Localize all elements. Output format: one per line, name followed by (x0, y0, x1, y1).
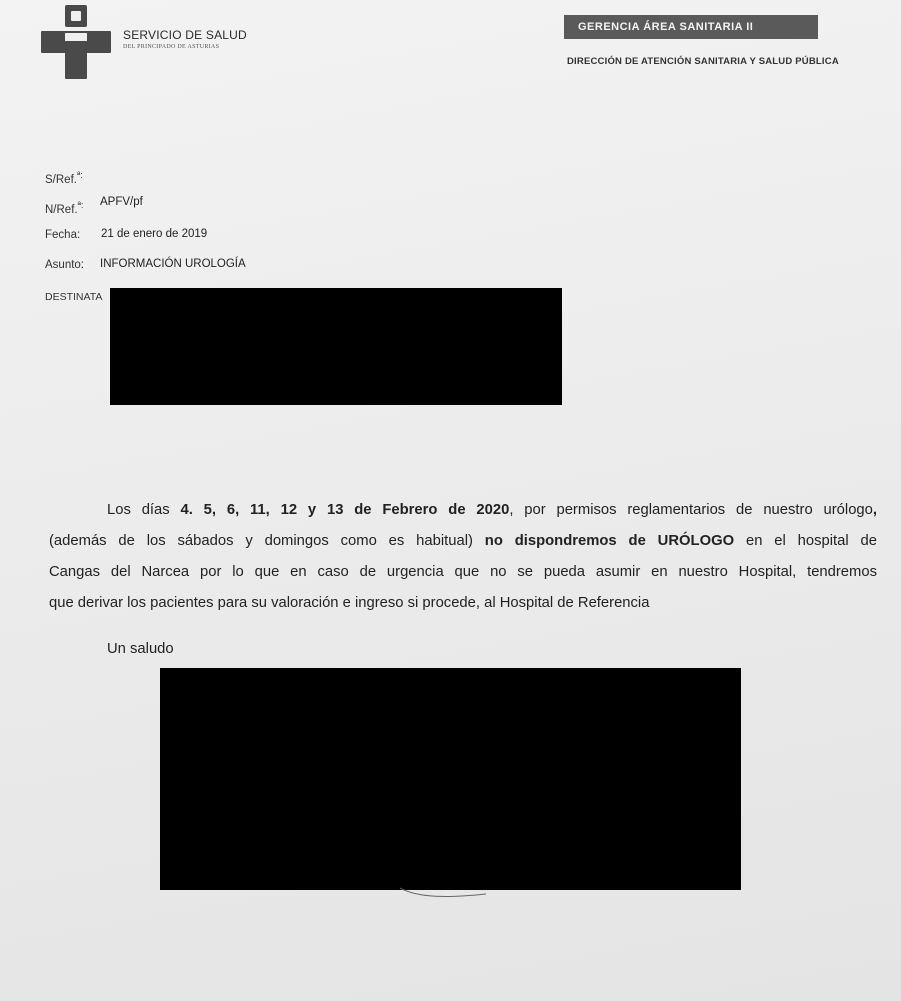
fecha-label: Fecha: (45, 229, 81, 241)
asunto-label: Asunto: (45, 259, 84, 271)
body-line-3: Cangas del Narcea por lo que en caso de urgencia que no se pueda asumir en nuestro Hospital, tendremos (49, 564, 877, 580)
n-ref-value: APFV/pf (100, 196, 143, 208)
signature-stroke (398, 880, 488, 902)
sign-off: Un saludo (107, 641, 174, 657)
body-line-4: que derivar los pacientes para su valoración e ingreso si procede, al Hospital de Referencia (49, 595, 650, 611)
redaction-signature (160, 668, 741, 890)
org-subname: DEL PRINCIPADO DE ASTURIAS (123, 44, 220, 50)
body-line-1: Los días 4. 5, 6, 11, 12 y 13 de Febrero de 2020, por permisos reglamentarios de nuestro urólogo, (107, 502, 878, 518)
destinatario-label: DESTINATA (45, 291, 103, 303)
fecha-value: 21 de enero de 2019 (101, 228, 208, 240)
asunto-value: INFORMACIÓN UROLOGÍA (100, 258, 246, 270)
body-paragraph (49, 495, 877, 619)
org-name: SERVICIO DE SALUD (123, 28, 247, 42)
servicio-salud-logo (41, 5, 111, 81)
direction-header: DIRECCIÓN DE ATENCIÓN SANITARIA Y SALUD PÚBLICA (567, 56, 839, 67)
body-line-2: (además de los sábados y domingos como es habitual) no dispondremos de URÓLOGO en el hospital de (49, 533, 877, 549)
n-ref-label: N/Ref.$^{ª:}$ (45, 200, 84, 216)
s-ref-label: S/Ref.$^{ª:}$ (45, 170, 83, 186)
area-header: GERENCIA ÁREA SANITARIA II (564, 15, 818, 39)
redaction-recipient (110, 288, 562, 405)
